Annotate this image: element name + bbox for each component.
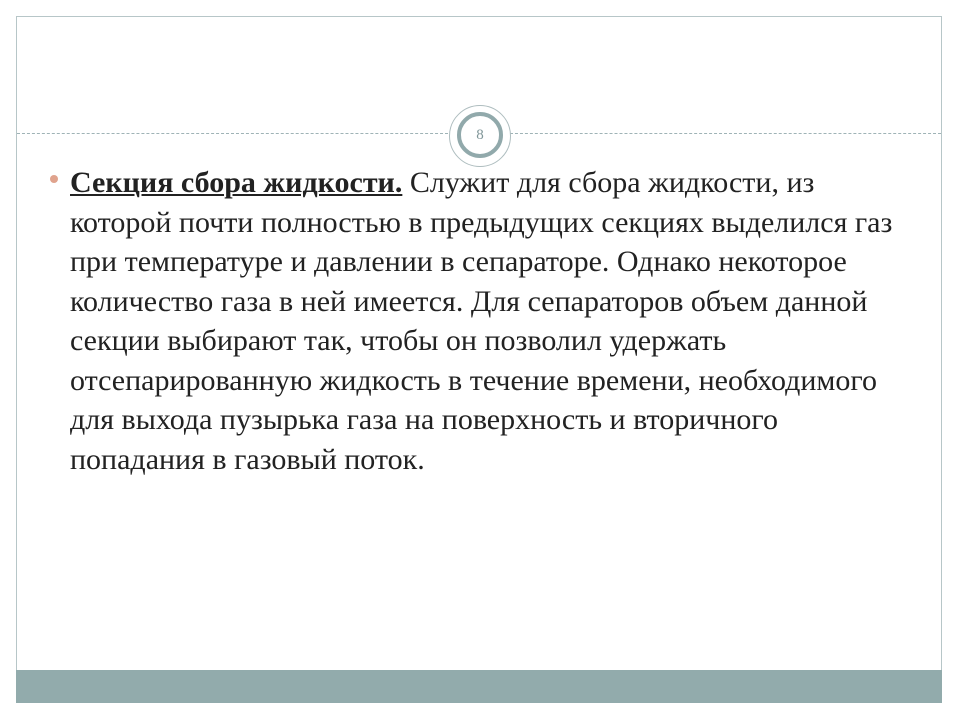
bullet-paragraph [50, 163, 910, 479]
bullet-icon [50, 175, 58, 183]
page-number-badge [449, 105, 511, 167]
bullet-item [50, 163, 910, 479]
header-divider-right [510, 133, 941, 134]
section-term: Секция сбора жидкости. [70, 166, 403, 199]
footer-band [16, 670, 942, 703]
header-divider-left [17, 133, 448, 134]
page-number: 8 [457, 112, 503, 158]
section-description: Служит для сбора жидкости, из которой почти полностью в предыдущих секциях выделился газ при температуре и давлении в сепараторе. Однако некоторое количество газа в ней имеется. Для сепараторов объем данной секции выбирают так, чтобы он позволил удержать отсепарированную жидкость в течение времени, необходимого для выхода пузырька газа на поверхность и вторичного попадания в газовый поток. [70, 166, 893, 476]
